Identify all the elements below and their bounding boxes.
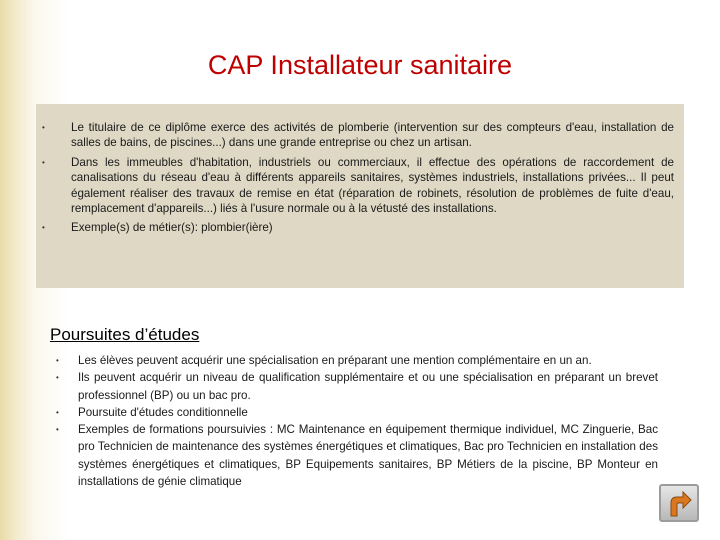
list-item <box>36 155 684 217</box>
list-item-text: Poursuite d'études conditionnelle <box>78 405 248 419</box>
list-item <box>56 421 658 490</box>
list-item <box>56 352 658 369</box>
bullet-icon: • <box>42 123 45 132</box>
slide-title: CAP Installateur sanitaire <box>207 50 513 80</box>
list-item-text: Dans les immeubles d'habitation, industriels ou commerciaux, il effectue des opérations de raccordement de canalisations du réseau d'eau à différents appareils sanitaires, systèmes industriels, installations privées... Il peut également réaliser des travaux de remise en état (réparation de robinets, résolution de problèmes de fuite d'eau, remplacement d'appareils...) liés à l'usure normale ou à la vétusté des installations. <box>71 155 674 216</box>
diploma-description-box <box>36 104 684 288</box>
list-item-text: Exemples de formations poursuivies : MC Maintenance en équipement thermique individuel, MC Zinguerie, Bac pro Technicien de maintenance des systèmes énergétiques et climatiques, Bac pro Technicien en installation des systèmes énergétiques et climatiques, BP Equipements sanitaires, BP Métiers de la piscine, BP Monteur en installations de génie climatique <box>78 423 658 489</box>
list-item-text: Les élèves peuvent acquérir une spécialisation en préparant une mention complémentaire en un an. <box>78 354 592 367</box>
list-item <box>36 220 684 235</box>
bullet-icon: • <box>56 407 59 417</box>
list-item-text: Ils peuvent acquérir un niveau de qualification supplémentaire et ou une spécialisation en préparant un brevet professionnel (BP) ou un bac pro. <box>78 371 658 402</box>
diploma-description-list <box>36 120 684 240</box>
list-item-text: Le titulaire de ce diplôme exerce des activités de plomberie (intervention sur des compteurs d'eau, installation de salles de bains, de piscines...) dans une grande entreprise ou chez un artisan. <box>71 121 674 150</box>
list-item-text: Exemple(s) de métier(s): plombier(ière) <box>71 221 273 235</box>
bullet-icon: • <box>56 356 59 365</box>
bullet-icon: • <box>56 425 59 435</box>
back-button[interactable] <box>659 484 699 522</box>
return-arrow-icon <box>667 490 693 518</box>
list-item <box>56 404 658 421</box>
bullet-icon: • <box>42 157 45 167</box>
bullet-icon: • <box>56 373 59 383</box>
studies-list <box>56 352 658 490</box>
studies-heading: Poursuites d’études <box>50 325 200 344</box>
bullet-icon: • <box>42 223 45 233</box>
list-item <box>56 369 658 404</box>
list-item <box>36 120 684 151</box>
